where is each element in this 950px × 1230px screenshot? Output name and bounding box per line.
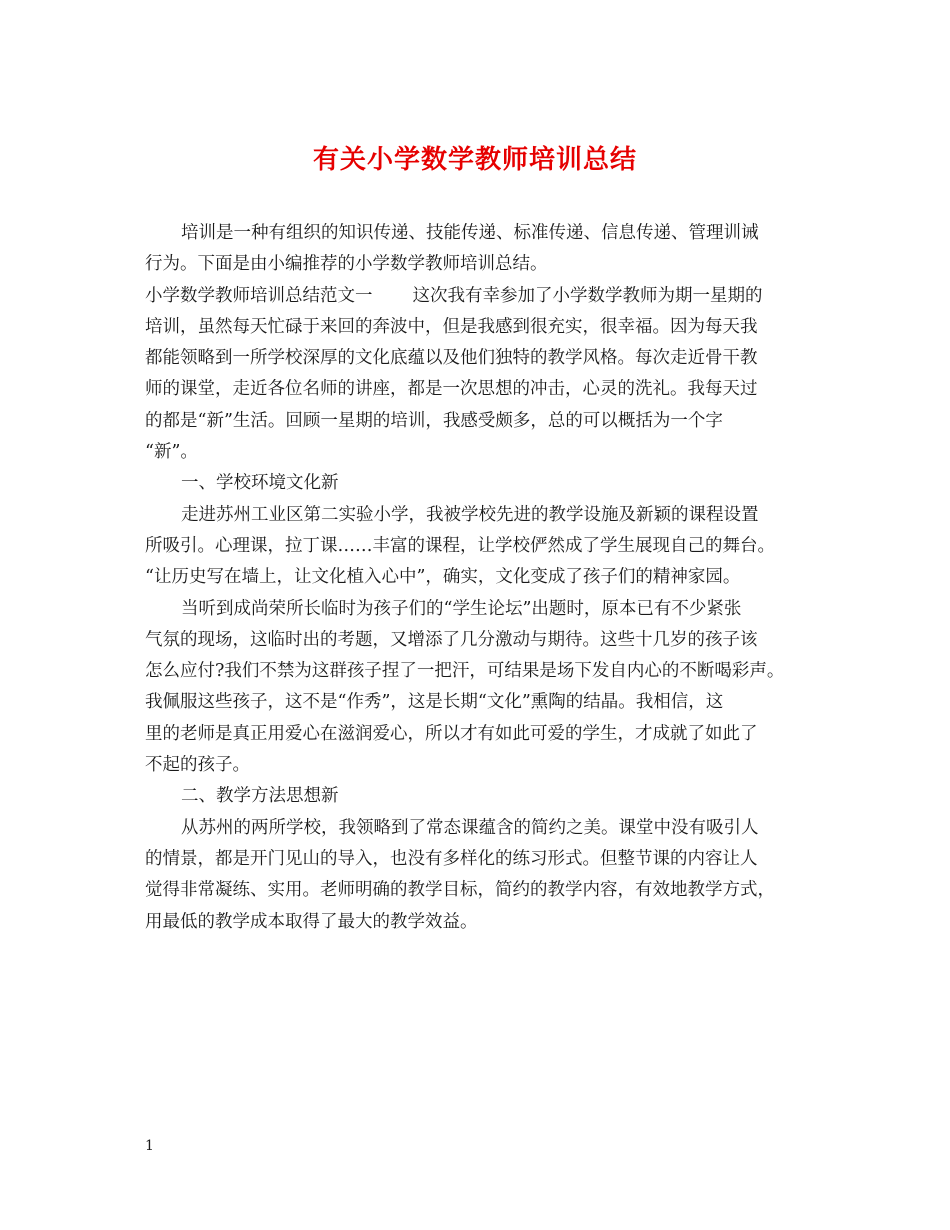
section-heading bbox=[145, 781, 810, 812]
section1-paragraph-2 bbox=[145, 594, 810, 782]
paragraph-line: 用最低的教学成本取得了最大的教学效益。 bbox=[145, 911, 478, 932]
paragraph-line: 走进苏州工业区第二实验小学，我被学校先进的教学设施及新颖的课程设置 bbox=[181, 504, 759, 525]
paragraph-line: 不起的孩子。 bbox=[145, 755, 250, 776]
intro-line: 培训是一种有组织的知识传递、技能传递、标准传递、信息传递、管理训诫 bbox=[181, 223, 759, 243]
paragraph-line: 从苏州的两所学校，我领略到了常态课蕴含的简约之美。课堂中没有吸引人 bbox=[181, 817, 759, 838]
sample-first-line bbox=[145, 281, 810, 312]
sample-line: 师的课堂，走近各位名师的讲座，都是一次思想的冲击，心灵的洗礼。我每天过 bbox=[145, 379, 758, 400]
sample-line: 的都是“新”生活。回顾一星期的培训，我感受颇多，总的可以概括为一个字 bbox=[145, 410, 723, 431]
paragraph-line: “让历史写在墙上，让文化植入心中”，确实，文化变成了孩子们的精神家园。 bbox=[145, 567, 741, 588]
section1-paragraph-1 bbox=[145, 500, 810, 594]
section-heading bbox=[145, 468, 810, 499]
page-number: 1 bbox=[145, 1138, 154, 1154]
intro-paragraph bbox=[145, 218, 810, 281]
paragraph-line: 当听到成尚荣所长临时为孩子们的“学生论坛”出题时，原本已有不少紧张 bbox=[181, 598, 742, 619]
paragraph-line: 的情景，都是开门见山的导入，也没有多样化的练习形式。但整节课的内容让人 bbox=[145, 848, 758, 869]
sample-line: 这次我有幸参加了小学数学教师为期一星期的 bbox=[412, 285, 763, 306]
paragraph-line: 气氛的现场，这临时出的考题，又增添了几分激动与期待。这些十几岁的孩子该 bbox=[145, 629, 758, 650]
sample-line: 都能领略到一所学校深厚的文化底蕴以及他们独特的教学风格。每次走近骨干教 bbox=[145, 348, 758, 369]
section2-heading: 二、教学方法思想新 bbox=[181, 786, 339, 807]
page-title: 有关小学数学教师培训总结 bbox=[312, 145, 637, 175]
sample-line: “新”。 bbox=[145, 442, 198, 463]
paragraph-line: 怎么应付?我们不禁为这群孩子捏了一把汗，可结果是场下发自内心的不断喝彩声。 bbox=[145, 661, 785, 682]
intro-line: 行为。下面是由小编推荐的小学数学教师培训总结。 bbox=[145, 254, 548, 275]
paragraph-line: 里的老师是真正用爱心在滋润爱心，所以才有如此可爱的学生，才成就了如此了 bbox=[145, 723, 758, 744]
sample-heading: 小学数学教师培训总结范文一 bbox=[145, 285, 373, 306]
section1-heading: 一、学校环境文化新 bbox=[181, 473, 339, 494]
section2-paragraph-1 bbox=[145, 813, 810, 938]
document-body bbox=[145, 218, 810, 938]
paragraph-line: 觉得非常凝练、实用。老师明确的教学目标，简约的教学内容，有效地教学方式， bbox=[145, 880, 775, 901]
paragraph-line: 所吸引。心理课，拉丁课……丰富的课程，让学校俨然成了学生展现自己的舞台。 bbox=[145, 535, 775, 556]
paragraph-line: 我佩服这些孩子，这不是“作秀”，这是长期“文化”熏陶的结晶。我相信，这 bbox=[145, 692, 724, 713]
sample-line: 培训，虽然每天忙碌于来回的奔波中，但是我感到很充实，很幸福。因为每天我 bbox=[145, 316, 758, 337]
sample-paragraph bbox=[145, 281, 810, 469]
